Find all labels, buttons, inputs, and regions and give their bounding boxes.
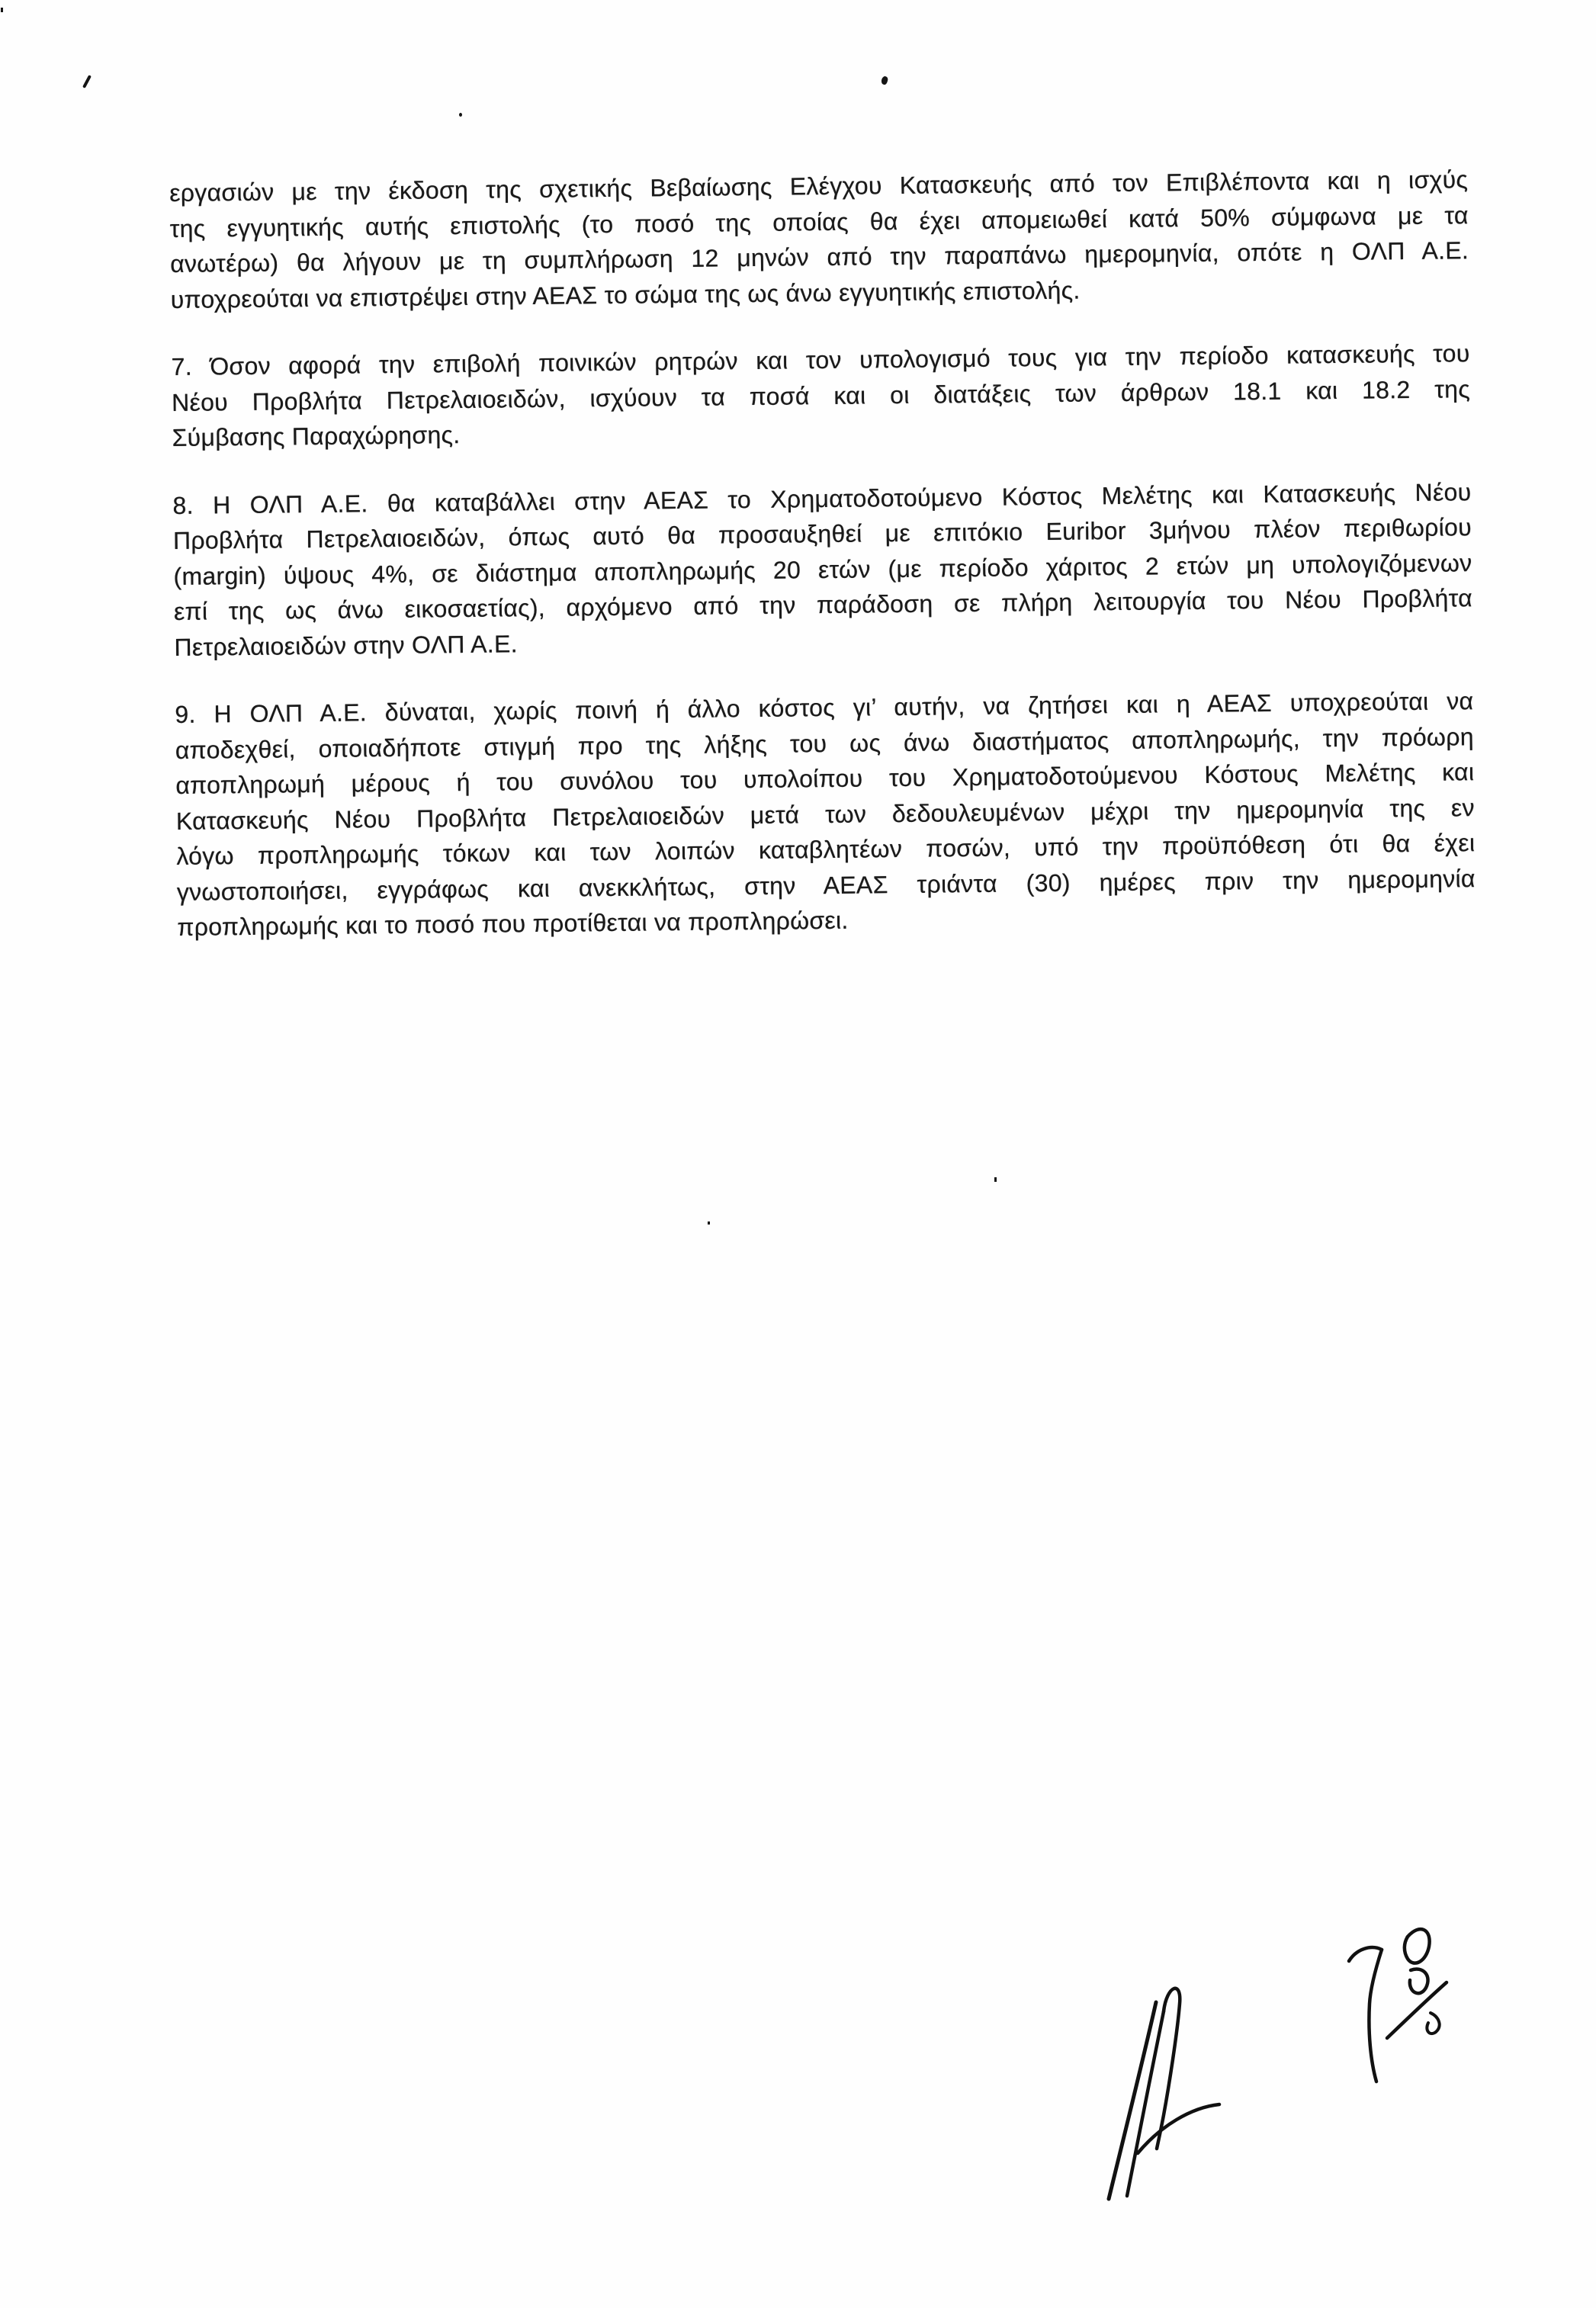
text-line: επί της ως άνω εικοσαετίας), αρχόμενο από την παράδοση σε πλήρη λειτουργία του Νέου Προβλήτα <box>173 584 1473 625</box>
scan-speck <box>708 1221 710 1225</box>
text-line: (margin) ύψους 4%, σε διάστημα αποπληρωμής 20 ετών (με περίοδο χάριτος 2 ετών μη υπολογιζόμενων <box>173 548 1472 590</box>
clause-9-paragraph <box>175 683 1476 945</box>
text-line: αποδεχθεί, οποιαδήποτε στιγμή προ της λήξης του ως άνω διαστήματος αποπληρωμής, την πρόωρη <box>175 722 1474 764</box>
text-line: της εγγυητικής αυτής επιστολής (το ποσό της οποίας θα έχει απομειωθεί κατά 50% σύμφωνα με τα <box>169 201 1469 242</box>
scan-speck <box>1 8 3 12</box>
scan-speck <box>994 1177 997 1182</box>
text-line: Κατασκευής Νέου Προβλήτα Πετρελαιοειδών μετά των δεδουλευμένων μέχρι την ημερομηνία της εν <box>175 793 1475 835</box>
text-line: 8. Η ΟΛΠ Α.Ε. θα καταβάλλει στην ΑΕΑΣ το Χρηματοδοτούμενο Κόστος Μελέτης και Κατασκευής Νέου <box>172 477 1472 519</box>
text-line: Προβλήτα Πετρελαιοειδών, όπως αυτό θα προσαυξηθεί με επιτόκιο Euribor 3μήνου πλέον περιθωρίου <box>172 513 1472 554</box>
text-line: Νέου Προβλήτα Πετρελαιοειδών, ισχύουν τα ποσά και οι διατάξεις των άρθρων 18.1 και 18.2 της <box>171 374 1471 416</box>
clause-7-paragraph <box>171 335 1470 455</box>
text-line: Πετρελαιοειδών στην ΟΛΠ Α.Ε. <box>174 629 518 661</box>
text-line: 9. Η ΟΛΠ Α.Ε. δύναται, χωρίς ποινή ή άλλο κόστος γι’ αυτήν, να ζητήσει και η ΑΕΑΣ υποχρεούται να <box>175 687 1474 728</box>
text-line: γνωστοποιήσει, εγγράφως και ανεκκλήτως, στην ΑΕΑΣ τριάντα (30) ημέρες πριν την ημερομηνία <box>176 864 1476 906</box>
scan-speck <box>880 75 888 85</box>
document-text <box>169 162 1476 977</box>
text-line: 7. Όσον αφορά την επιβολή ποινικών ρητρών και τον υπολογισμό τους για την περίοδο κατασκευής του <box>171 339 1470 380</box>
text-line: υποχρεούται να επιστρέψει στην ΑΕΑΣ το σώμα της ως άνω εγγυητικής επιστολής. <box>170 276 1081 313</box>
signature-left <box>1095 1973 1225 2206</box>
text-line: λόγω προπληρωμής τόκων και των λοιπών καταβλητέων ποσών, υπό την προϋπόθεση ότι θα έχει <box>176 829 1476 870</box>
scan-speck <box>82 75 92 88</box>
clause-8-paragraph <box>172 474 1472 665</box>
text-line: ανωτέρω) θα λήγουν με τη συμπλήρωση 12 μηνών από την παραπάνω ημερομηνία, οπότε η ΟΛΠ Α.Ε. <box>170 236 1469 278</box>
text-line: Σύμβασης Παραχώρησης. <box>172 421 461 451</box>
text-line: εργασιών με την έκδοση της σχετικής Βεβαίωσης Ελέγχου Κατασκευής από τον Επιβλέποντα και η ισχύς <box>169 165 1469 207</box>
text-line: προπληρωμής και το ποσό που προτίθεται να προπληρώσει. <box>177 906 849 941</box>
signature-right <box>1347 1921 1453 2116</box>
continuation-paragraph <box>169 162 1469 317</box>
scan-speck <box>459 113 462 117</box>
text-line: αποπληρωμή μέρους ή του συνόλου του υπολοίπου του Χρηματοδοτούμενου Κόστους Μελέτης και <box>175 758 1475 799</box>
